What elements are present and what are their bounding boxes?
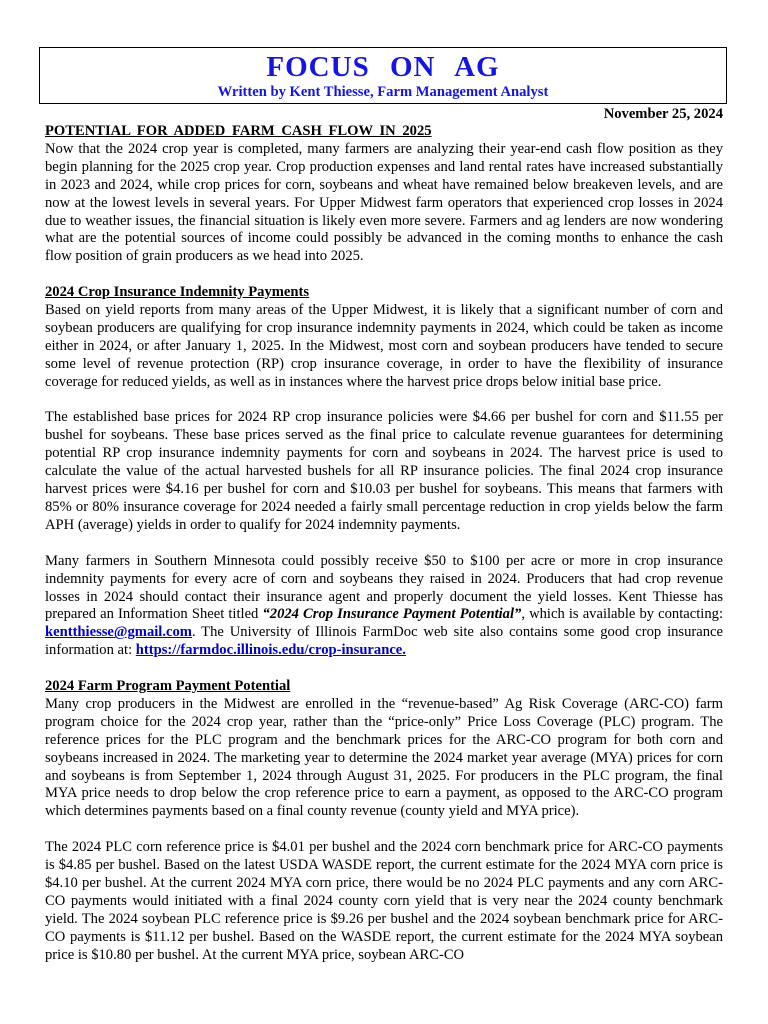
paragraph-text: , which is available by contacting: — [521, 606, 723, 623]
newsletter-header — [39, 47, 727, 104]
section-heading-crop-insurance: 2024 Crop Insurance Indemnity Payments — [45, 284, 310, 301]
spacer — [45, 392, 723, 410]
spacer — [45, 266, 723, 284]
paragraph: The established base prices for 2024 RP crop insurance policies were $4.66 per bushel for corn and $11.55 per bushel for soybeans. These base prices served as the final price to calculate revenue guarantees for determining potential RP crop insurance indemnity payments for corn and soybeans in 2024. The harvest price is used to calculate the value of the actual harvested bushels for all RP insurance policies. The final 2024 crop insurance harvest prices were $4.16 per bushel for corn and $10.03 per bushel for soybeans. This means that farmers with 85% or 80% insurance coverage for 2024 needed a fairly small percentage reduction in crop yields below the farm APH (average) yields in order to qualify for 2024 indemnity payments. — [45, 409, 723, 533]
article-body — [45, 123, 723, 965]
paragraph-text: . The University of Illinois FarmDoc web site also contains some good crop insurance information at: — [45, 624, 723, 659]
spacer — [45, 660, 723, 678]
newsletter-title: FOCUS ON AG — [266, 51, 500, 83]
paragraph-text: Many farmers in Southern Minnesota could possibly receive $50 to $100 per acre or more in crop insurance indemnity payments for every acre of corn and soybeans they raised in 2024. Producers that had crop revenue losses in 2024 should contact their insurance agent and properly document the yield losses. Kent Thiesse has prepared an Information Sheet titled — [45, 552, 723, 623]
section-heading-cash-flow: POTENTIAL FOR ADDED FARM CASH FLOW IN 2025 — [45, 123, 432, 139]
spacer — [45, 821, 723, 839]
paragraph: Based on yield reports from many areas of the Upper Midwest, it is likely that a significant number of corn and soybean producers are qualifying for crop insurance indemnity payments in 2024, which could be taken as income either in 2024, or after January 1, 2025. In the Midwest, most corn and soybean producers have tended to secure some level of revenue protection (RP) crop insurance coverage, in order to have the flexibility of insurance coverage for reduced yields, as well as in instances where the harvest price drops below initial base price. — [45, 302, 723, 390]
section-heading-farm-program: 2024 Farm Program Payment Potential — [45, 678, 291, 695]
paragraph — [45, 553, 723, 660]
spacer — [45, 535, 723, 553]
paragraph: Many crop producers in the Midwest are enrolled in the “revenue-based” Ag Risk Coverage (ARC-CO) farm program choice for the 2024 crop year, rather than the “price-only” Price Loss Coverage (PLC) program. The reference prices for the PLC program and the benchmark prices for the ARC-CO program for both corn and soybeans increased in 2024. The marketing year to determine the 2024 market year average (MYA) prices for corn and soybeans is from September 1, 2024 through August 31, 2025. For producers in the PLC program, the final MYA price needs to drop below the crop reference price to earn a payment, as opposed to the ARC-CO program which determines payments based on a final county revenue (county yield and MYA price). — [45, 695, 723, 820]
info-sheet-title: “2024 Crop Insurance Payment Potential” — [262, 606, 522, 623]
farmdoc-link[interactable]: https://farmdoc.illinois.edu/crop-insurance. — [135, 642, 406, 659]
paragraph: The 2024 PLC corn reference price is $4.01 per bushel and the 2024 corn benchmark price for ARC-CO payments is $4.85 per bushel. Based on the latest USDA WASDE report, the current estimate for the 2024 MYA corn price is $4.10 per bushel. At the current 2024 MYA corn price, there would be no 2024 PLC payments and any corn ARC-CO payments would initiated with a final 2024 county corn yield that is very near the 2024 county benchmark yield. The 2024 soybean PLC reference price is $9.26 per bushel and the 2024 soybean benchmark price for ARC-CO payments is $11.12 per bushel. Based on the WASDE report, the current estimate for the 2024 MYA soybean price is $10.80 per bushel. At the current MYA price, soybean ARC-CO — [45, 839, 723, 963]
publication-date: November 25, 2024 — [603, 106, 723, 122]
author-byline: Written by Kent Thiesse, Farm Management Analyst — [217, 84, 549, 100]
paragraph: Now that the 2024 crop year is completed, many farmers are analyzing their year-end cash flow position as they begin planning for the 2025 crop year. Crop production expenses and land rental rates have increased substantially in 2023 and 2024, while crop prices for corn, soybeans and wheat have remained below breakeven levels, and are now at the lowest levels in several years. For Upper Midwest farm operators that experienced crop losses in 2024 due to weather issues, the financial situation is likely even more severe. Farmers and ag lenders are now wondering what are the potential sources of income could possibly be advanced in the coming months to enhance the cash flow position of grain producers as we head into 2025. — [45, 140, 723, 265]
email-link[interactable]: kentthiesse@gmail.com — [45, 624, 192, 641]
